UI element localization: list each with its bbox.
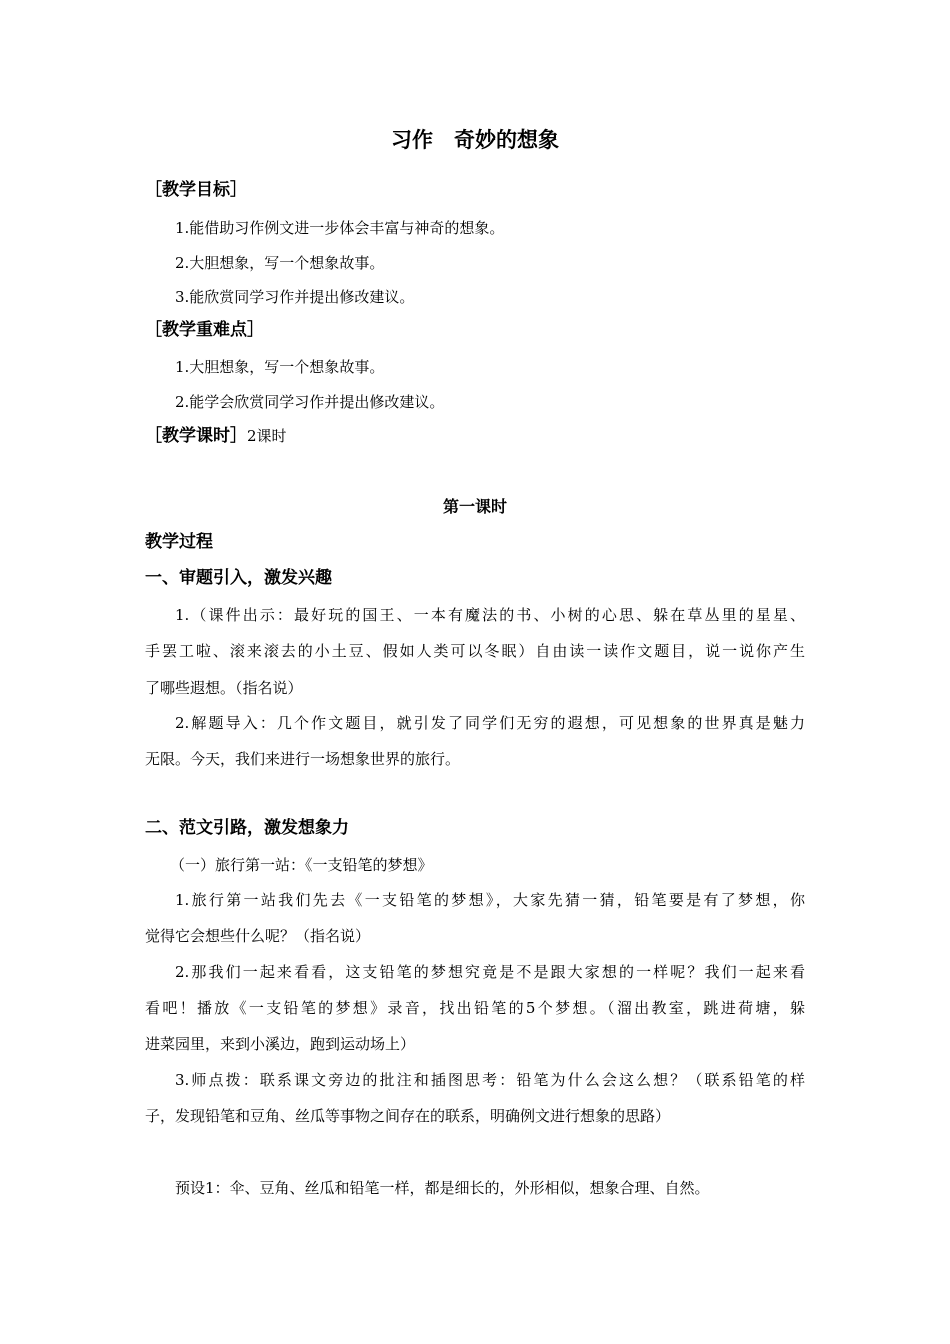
key-points-heading: ［教学重难点］ [145, 320, 264, 340]
key-point-item: 2.能学会欣赏同学习作并提出修改建议。 [175, 393, 445, 411]
section1-heading: 一、审题引入，激发兴趣 [145, 568, 332, 588]
section2-heading: 二、范文引路，激发想象力 [145, 818, 349, 838]
objective-item: 1.能借助习作例文进一步体会丰富与神奇的想象。 [175, 219, 505, 237]
paragraph-line: 进菜园里，来到小溪边，跑到运动场上） [145, 1035, 416, 1053]
page-title: 习作 奇妙的想象 [391, 128, 559, 152]
lesson-title: 第一课时 [442, 497, 507, 516]
paragraph-line: 看吧！播放《一支铅笔的梦想》录音，找出铅笔的5个梦想。（溜出教室，跳进荷塘，躲 [145, 999, 805, 1017]
objective-item: 2.大胆想象，写一个想象故事。 [175, 254, 385, 272]
objective-item: 3.能欣赏同学习作并提出修改建议。 [175, 288, 415, 306]
paragraph-line: 子，发现铅笔和豆角、丝瓜等事物之间存在的联系，明确例文进行想象的思路） [145, 1107, 671, 1125]
process-heading: 教学过程 [145, 532, 213, 552]
paragraph-line: 2.解题导入：几个作文题目，就引发了同学们无穷的遐想，可见想象的世界真是魅力 [175, 714, 805, 732]
paragraph-line: 觉得它会想些什么呢？（指名说） [145, 927, 371, 945]
paragraph-line: 2.那我们一起来看看，这支铅笔的梦想究竟是不是跟大家想的一样呢？我们一起来看 [175, 963, 805, 981]
paragraph-line: 3.师点拨：联系课文旁边的批注和插图思考：铅笔为什么会这么想？（联系铅笔的样 [175, 1071, 805, 1089]
preset-line: 预设1：伞、豆角、丝瓜和铅笔一样，都是细长的，外形相似，想象合理、自然。 [175, 1179, 710, 1197]
hours-heading: ［教学课时］ [145, 426, 247, 446]
hours-value: 2课时 [247, 427, 287, 445]
paragraph-line: 了哪些遐想。（指名说） [145, 679, 303, 697]
objectives-heading: ［教学目标］ [145, 180, 247, 200]
paragraph-line: 1.（课件出示：最好玩的国王、一本有魔法的书、小树的心思、躲在草丛里的星星、 [175, 606, 805, 624]
subsection-heading: （一）旅行第一站：《一支铅笔的梦想》 [170, 856, 433, 874]
paragraph-line: 手罢工啦、滚来滚去的小土豆、假如人类可以冬眠）自由读一读作文题目，说一说你产生 [145, 642, 805, 660]
paragraph-line: 1.旅行第一站我们先去《一支铅笔的梦想》，大家先猜一猜，铅笔要是有了梦想，你 [175, 891, 805, 909]
paragraph-line: 无限。今天，我们来进行一场想象世界的旅行。 [145, 750, 461, 768]
key-point-item: 1.大胆想象，写一个想象故事。 [175, 358, 385, 376]
hours-line [145, 426, 287, 446]
